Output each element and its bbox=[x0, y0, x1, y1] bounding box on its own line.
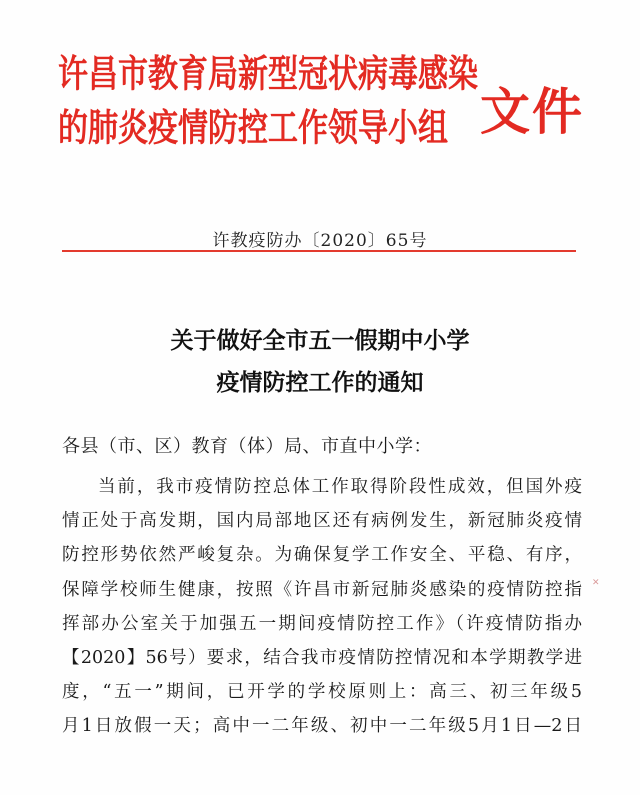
red-masthead bbox=[58, 48, 638, 198]
masthead-file-label: 文件 bbox=[480, 83, 584, 141]
body-line: 保障学校师生健康，按照《许昌市新冠肺炎感染的疫情防控指 bbox=[62, 579, 582, 600]
masthead-line-1: 许昌市教育局新型冠状病毒感染 bbox=[58, 52, 478, 97]
body-line: 月1日放假一天；高中一二年级、初中一二年级5月1日—2日 bbox=[62, 716, 582, 737]
document-number: 许教疫防办〔2020〕65号 bbox=[212, 231, 428, 251]
stamp-trace-icon: ✕ bbox=[592, 578, 600, 588]
title-line-2: 疫情防控工作的通知 bbox=[216, 370, 424, 396]
body-line: 挥部办公室关于加强五一期间疫情防控工作》（许疫情防指办 bbox=[62, 613, 582, 634]
salutation: 各县（市、区）教育（体）局、市直中小学： bbox=[62, 436, 432, 457]
body-line: 防控形势依然严峻复杂。为确保复学工作安全、平稳、有序， bbox=[62, 545, 582, 566]
masthead-lines bbox=[58, 48, 478, 156]
body-line: 度，“五一”期间，已开学的学校原则上：高三、初三年级5 bbox=[62, 682, 582, 703]
red-divider bbox=[62, 250, 576, 252]
document-title bbox=[0, 320, 640, 404]
title-line-1: 关于做好全市五一假期中小学 bbox=[170, 328, 470, 354]
masthead-line-2: 的肺炎疫情防控工作领导小组 bbox=[58, 106, 448, 151]
body-line: 【2020】56号）要求，结合我市疫情防控情况和本学期教学进 bbox=[62, 648, 582, 669]
body-text bbox=[62, 470, 582, 744]
body-line: 当前，我市疫情防控总体工作取得阶段性成效，但国外疫 bbox=[98, 477, 582, 497]
body-line: 情正处于高发期，国内局部地区还有病例发生，新冠肺炎疫情 bbox=[62, 511, 582, 532]
